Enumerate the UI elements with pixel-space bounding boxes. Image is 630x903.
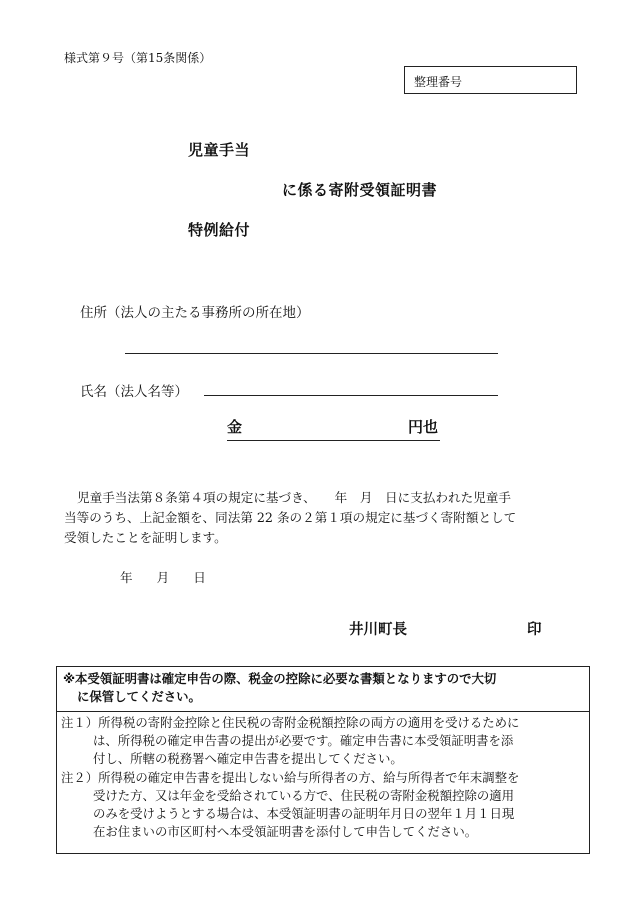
amount-field[interactable] xyxy=(227,416,440,441)
title-line-certificate: に係る寄附受領証明書 xyxy=(282,181,438,199)
note-line: 受けた方、又は年金を受給されている方で、住民税の寄附金税額控除の適用 xyxy=(93,787,515,803)
note-item-1 xyxy=(57,714,589,769)
notice-heading xyxy=(57,667,589,712)
title-line-special-benefit: 特例給付 xyxy=(188,221,251,239)
notice-heading-line: に保管してください。 xyxy=(77,689,201,704)
amount-prefix: 金 xyxy=(227,418,243,436)
note-line: 注２）所得税の確定申告書を提出しない給与所得者の方、給与所得者で年末調整を xyxy=(61,769,520,785)
name-label: 氏名（法人名等） xyxy=(80,384,188,400)
reference-number-label: 整理番号 xyxy=(414,75,463,89)
amount-suffix: 円也 xyxy=(407,418,438,436)
address-field[interactable] xyxy=(125,353,498,354)
address-label: 住所（法人の主たる事務所の所在地） xyxy=(80,305,310,321)
notice-heading-line: ※本受領証明書は確定申告の際、税金の控除に必要な書類となりますので大切 xyxy=(63,671,497,686)
issuer-name: 井川町長 xyxy=(349,621,407,638)
note-item-2 xyxy=(57,769,589,842)
note-line: 付し、所轄の税務署へ確定申告書を提出してください。 xyxy=(93,751,403,767)
title-line-child-allowance: 児童手当 xyxy=(188,141,251,159)
certification-statement xyxy=(64,488,584,548)
note-line: 在お住まいの市区町村へ本受領証明書を添付して申告してください。 xyxy=(93,824,478,840)
statement-line: 児童手当法第８条第４項の規定に基づき、 年 月 日に支払われた児童手 xyxy=(77,490,511,505)
notes-list xyxy=(57,714,589,841)
note-line: 注１）所得税の寄附金控除と住民税の寄附金税額控除の両方の適用を受けるために xyxy=(61,715,520,730)
statement-line: 受領したことを証明します。 xyxy=(64,530,227,545)
seal-mark: 印 xyxy=(527,621,542,638)
reference-number-box[interactable] xyxy=(404,66,577,94)
notice-box xyxy=(56,666,590,854)
name-field[interactable] xyxy=(204,395,498,396)
note-line: は、所得税の確定申告書の提出が必要です。確定申告書に本受領証明書を添 xyxy=(93,733,514,749)
form-number: 様式第９号（第15条関係） xyxy=(64,51,212,65)
statement-line: 当等のうち、上記金額を、同法第 22 条の２第１項の規定に基づく寄附額として xyxy=(64,510,517,525)
note-line: のみを受けようとする場合は、本受領証明書の証明年月日の翌年１月１日現 xyxy=(93,806,515,822)
issue-date: 年 月 日 xyxy=(120,570,206,585)
